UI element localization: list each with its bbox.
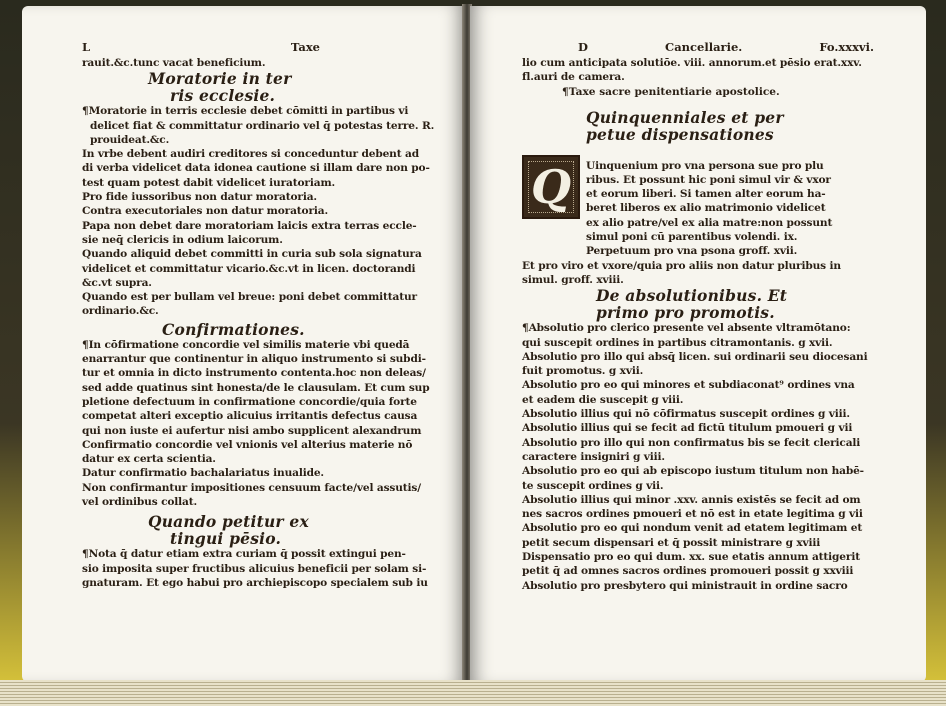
section-heading: tingui pēsio. (170, 529, 282, 549)
text-line: Absolutio pro eo qui minores et subdiaconat⁹ ordines vna (522, 379, 855, 392)
text-line: Perpetuum pro vna psona groff. xvii. (586, 245, 798, 258)
running-title: Taxe (290, 40, 320, 54)
text-line: Absolutio illius qui nō cōfirmatus suscepit ordines g viii. (522, 408, 850, 421)
section-heading: Quinquenniales et per (586, 107, 784, 127)
text-line: ex alio patre/vel ex alia matre:non possunt (586, 216, 833, 229)
section-heading: Confirmationes. (162, 319, 305, 339)
text-line: In vrbe debent audiri creditores si conceduntur debent ad (82, 148, 419, 161)
section-heading: Quando petitur ex (148, 512, 309, 532)
text-line: Absolutio pro eo qui ab episcopo iustum titulum non habē- (522, 465, 864, 478)
section-heading: primo pro promotis. (596, 303, 775, 323)
running-head (522, 40, 874, 55)
text-line: et eadem die suscepit g viii. (522, 393, 684, 406)
text-line: Pro fide iussoribus non datur moratoria. (82, 191, 317, 204)
text-line: ribus. Et possunt hic poni simul vir & vxor (586, 173, 831, 186)
decorated-initial-icon: Q (522, 155, 580, 219)
page-edges (0, 680, 946, 706)
text-line: Absolutio pro illo qui non confirmatus bis se fecit clericali (522, 436, 861, 449)
text-line: Absolutio pro presbytero qui ministrauit in ordine sacro (522, 579, 848, 592)
text-line: lio cum anticipata solutiōe. viii. annorum.et pēsio erat.xxv. (522, 57, 862, 69)
text-line: Uinquenium pro vna persona sue pro plu (586, 159, 824, 172)
text-line: competat alteri exceptio alicuius irritantis defectus causa (82, 410, 418, 423)
text-line: Absolutio illius qui se fecit ad fictū titulum pmoueri g vii (522, 422, 853, 435)
text-line: beret liberos ex alio matrimonio videlicet (586, 202, 826, 215)
signature-mark: L (82, 40, 91, 54)
text-line: Absolutio pro eo qui nondum venit ad etatem legitimam et (522, 522, 863, 535)
text-line: Absolutio pro illo qui absq̄ licen. sui ordinarii seu diocesani (522, 350, 868, 363)
text-line: ¶In cōfirmatione concordie vel similis materie vbi quedā (82, 338, 410, 351)
text-line: petit q̄ ad omnes sacros ordines promoueri possit g xxviii (522, 565, 854, 578)
text-line: di verba videlicet data idonea cautione si illam dare non po- (82, 162, 430, 175)
text-line: test quam potest dabit videlicet iuratoriam. (82, 176, 336, 189)
text-line: ¶Nota q̄ datur etiam extra curiam q̄ possit extingui pen- (82, 548, 406, 561)
text-line: simul. groff. xviii. (522, 273, 624, 286)
text-line: qui suscepit ordines in partibus citramontanis. g xvii. (522, 336, 833, 349)
right-text-column (522, 40, 874, 593)
text-line: sie neq̄ clericis in odium laicorum. (82, 233, 283, 246)
text-line: Contra executoriales non datur moratoria. (82, 205, 329, 218)
running-title: Cancellarie. (665, 40, 743, 54)
text-line: sio imposita super fructibus alicuius beneficii per solam si- (82, 562, 427, 575)
text-line: qui non iuste ei aufertur nisi ambo supplicent alexandrum (82, 424, 422, 437)
running-head (82, 40, 430, 55)
text-line: &c.vt supra. (82, 276, 152, 289)
text-line: ordinario.&c. (82, 305, 159, 318)
text-line: ¶Absolutio pro clerico presente vel absente vltramōtano: (522, 322, 851, 335)
section-subtitle: ¶Taxe sacre penitentiarie apostolice. (562, 85, 780, 98)
right-page (470, 6, 926, 682)
text-line: nes sacros ordines pmoueri et nō est in etate legitima g vii (522, 508, 863, 521)
text-line: Et pro viro et vxore/quia pro aliis non datur pluribus in (522, 259, 841, 272)
text-line: te suscepit ordines g vii. (522, 479, 664, 492)
text-line: Quando est per bullam vel breue: poni debet committatur (82, 291, 417, 304)
section-heading: petue dispensationes (586, 124, 774, 144)
text-line: Non confirmantur impositiones censuum facte/vel assutis/ (82, 481, 421, 494)
text-line: videlicet et committatur vicario.&c.vt in licen. doctorandi (82, 262, 416, 275)
text-line: prouideat.&c. (90, 133, 170, 146)
text-line: simul poni cū parentibus volendi. ix. (586, 231, 798, 244)
text-line: Quando aliquid debet committi in curia sub sola signatura (82, 248, 422, 261)
text-line: sed adde quatinus sint honesta/de le clausulam. Et cum sup (82, 381, 430, 394)
section-heading: De absolutionibus. Et (596, 286, 788, 306)
text-line: Confirmatio concordie vel vnionis vel alterius materie nō (82, 438, 413, 451)
text-line: fuit promotus. g xvii. (522, 365, 644, 378)
text-line: petit secum dispensari et q̄ possit ministrare g xviii (522, 536, 821, 549)
text-line: pletione defectuum in confirmatione concordie/quia forte (82, 395, 417, 408)
text-line: ¶Moratorie in terris ecclesie debet cōmitti in partibus vi (82, 105, 409, 118)
section-heading: Moratorie in ter (148, 69, 292, 89)
text-line: caractere insigniri g viii. (522, 450, 665, 463)
left-page (22, 6, 464, 682)
text-line: et eorum liberi. Si tamen alter eorum ha- (586, 188, 826, 201)
text-line: vel ordinibus collat. (82, 496, 198, 509)
text-line: tur et omnia in dicto instrumento contenta.hoc non deleas/ (82, 367, 426, 380)
text-line: enarrantur que continentur in aliquo instrumento si subdi- (82, 353, 426, 366)
signature-mark: D (578, 40, 588, 54)
text-line: delicet fiat & committatur ordinario vel q̄ potestas terre. R. (90, 119, 435, 132)
text-line: Papa non debet dare moratoriam laicis extra terras eccle- (82, 219, 417, 232)
left-text-column (82, 40, 435, 590)
text-line: fl.auri de camera. (522, 71, 625, 84)
section-heading: ris ecclesie. (170, 86, 276, 106)
folio-number: Fo.xxxvi. (819, 40, 874, 54)
text-line: rauit.&c.tunc vacat beneficium. (82, 57, 266, 69)
text-line: Datur confirmatio bachalariatus inualide. (82, 467, 324, 480)
text-line: gnaturam. Et ego habui pro archiepiscopo specialem sub iu (82, 576, 428, 589)
text-line: datur ex certa scientia. (82, 453, 216, 466)
text-line: Dispensatio pro eo qui dum. xx. sue etatis annum attigerit (522, 551, 860, 564)
text-line: Absolutio illius qui minor .xxv. annis existēs se fecit ad om (522, 493, 861, 506)
